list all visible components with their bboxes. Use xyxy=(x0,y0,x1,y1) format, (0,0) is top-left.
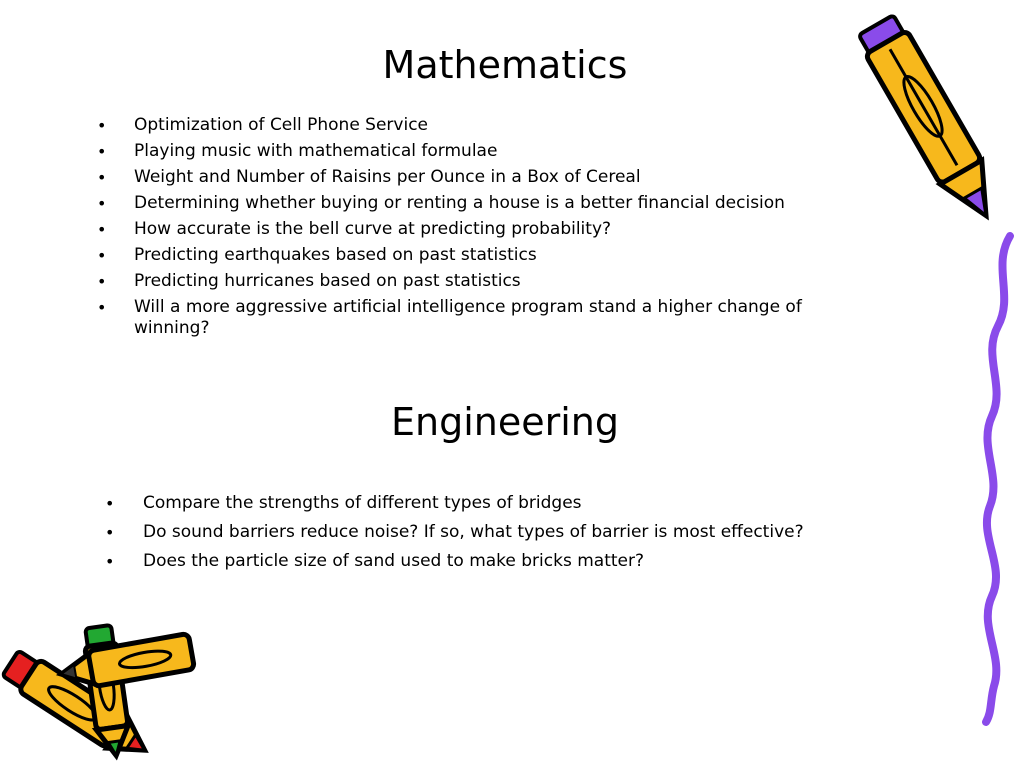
list-item: • Playing music with mathematical formulae xyxy=(134,141,874,162)
list-item: • Do sound barriers reduce noise? If so, what types of barrier is most effective? xyxy=(143,522,903,543)
crossed-pencils-icon xyxy=(0,620,210,760)
engineering-title: Engineering xyxy=(391,400,619,444)
mathematics-list xyxy=(134,115,874,344)
list-item: • Predicting hurricanes based on past statistics xyxy=(134,271,874,292)
list-item: • Compare the strengths of different types of bridges xyxy=(143,493,903,514)
list-item: • Optimization of Cell Phone Service xyxy=(134,115,874,136)
engineering-list xyxy=(143,493,903,580)
list-item: • Will a more aggressive artificial intelligence program stand a higher change of winning? xyxy=(134,297,874,339)
list-item: • Predicting earthquakes based on past statistics xyxy=(134,245,874,266)
pencil-icon xyxy=(862,4,1002,240)
list-item: • Weight and Number of Raisins per Ounce in a Box of Cereal xyxy=(134,167,874,188)
list-item: • Does the particle size of sand used to make bricks matter? xyxy=(143,551,903,572)
squiggle-line xyxy=(962,236,1022,722)
mathematics-title: Mathematics xyxy=(382,43,628,87)
list-item: • Determining whether buying or renting a house is a better financial decision xyxy=(134,193,874,214)
list-item: • How accurate is the bell curve at predicting probability? xyxy=(134,219,874,240)
